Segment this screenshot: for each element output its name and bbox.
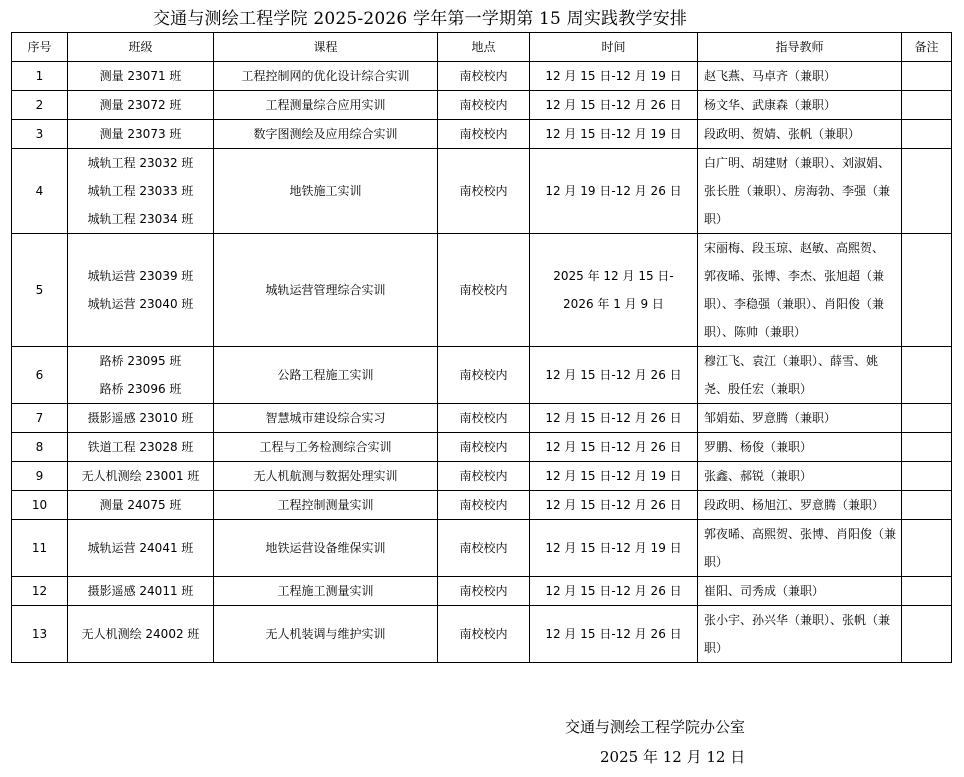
class-name: 无人机测绘 24002 班 (81, 627, 200, 641)
place-cell: 南校校内 (438, 462, 530, 491)
time-cell (530, 462, 698, 491)
table-row (12, 234, 952, 347)
header-class: 班级 (68, 33, 214, 62)
class-name: 城轨运营 23040 班 (87, 297, 194, 311)
time-cell (530, 404, 698, 433)
place-cell: 南校校内 (438, 149, 530, 234)
table-row (12, 62, 952, 91)
place-cell: 南校校内 (438, 62, 530, 91)
schedule-table (11, 32, 952, 663)
row-number: 4 (12, 149, 68, 234)
course-cell: 工程施工测量实训 (214, 577, 438, 606)
teacher-cell (698, 491, 902, 520)
course-cell: 地铁施工实训 (214, 149, 438, 234)
class-name: 城轨工程 23033 班 (87, 184, 194, 198)
class-name: 测量 23073 班 (99, 127, 182, 141)
row-number: 9 (12, 462, 68, 491)
time-line: 12 月 15 日-12 月 26 日 (545, 584, 682, 598)
time-cell (530, 234, 698, 347)
teacher-line: 宋丽梅、段玉琼、赵敏、高熙贺、 (704, 241, 885, 255)
note-cell (902, 433, 952, 462)
row-number: 10 (12, 491, 68, 520)
teacher-cell (698, 404, 902, 433)
teacher-line: 尧、殷任宏（兼职） (704, 382, 813, 396)
time-line: 12 月 15 日-12 月 19 日 (545, 541, 682, 555)
class-name: 路桥 23095 班 (99, 354, 182, 368)
teacher-line: 赵飞燕、马卓齐（兼职） (704, 69, 837, 83)
time-line: 12 月 15 日-12 月 19 日 (545, 127, 682, 141)
table-row (12, 491, 952, 520)
class-cell (68, 491, 214, 520)
table-row (12, 520, 952, 577)
class-name: 城轨运营 24041 班 (87, 541, 194, 555)
time-cell (530, 91, 698, 120)
table-row (12, 433, 952, 462)
class-cell (68, 62, 214, 91)
time-line: 12 月 15 日-12 月 26 日 (545, 627, 682, 641)
teacher-cell (698, 520, 902, 577)
note-cell (902, 149, 952, 234)
row-number: 8 (12, 433, 68, 462)
teacher-cell (698, 433, 902, 462)
table-row (12, 462, 952, 491)
teacher-line: 段政明、贺婧、张帆（兼职） (704, 127, 861, 141)
table-row (12, 149, 952, 234)
teacher-line: 崔阳、司秀成（兼职） (704, 584, 825, 598)
header-place: 地点 (438, 33, 530, 62)
row-number: 7 (12, 404, 68, 433)
place-cell: 南校校内 (438, 520, 530, 577)
teacher-cell (698, 91, 902, 120)
class-name: 摄影遥感 23010 班 (87, 411, 194, 425)
course-cell: 智慧城市建设综合实习 (214, 404, 438, 433)
time-cell (530, 606, 698, 663)
class-name: 铁道工程 23028 班 (87, 440, 194, 454)
table-row (12, 91, 952, 120)
time-line: 12 月 19 日-12 月 26 日 (545, 184, 682, 198)
class-cell (68, 149, 214, 234)
time-cell (530, 433, 698, 462)
note-cell (902, 234, 952, 347)
note-cell (902, 606, 952, 663)
class-name: 无人机测绘 23001 班 (81, 469, 200, 483)
teacher-line: 职） (704, 641, 729, 655)
note-cell (902, 491, 952, 520)
table-row (12, 347, 952, 404)
note-cell (902, 404, 952, 433)
course-cell: 地铁运营设备维保实训 (214, 520, 438, 577)
class-cell (68, 577, 214, 606)
header-time: 时间 (530, 33, 698, 62)
time-cell (530, 520, 698, 577)
course-cell: 工程与工务检测综合实训 (214, 433, 438, 462)
time-cell (530, 149, 698, 234)
note-cell (902, 462, 952, 491)
place-cell: 南校校内 (438, 347, 530, 404)
table-row (12, 577, 952, 606)
course-cell: 无人机航测与数据处理实训 (214, 462, 438, 491)
teacher-cell (698, 149, 902, 234)
teacher-line: 职） (704, 212, 729, 226)
header-course: 课程 (214, 33, 438, 62)
table-header-row (12, 33, 952, 62)
class-cell (68, 404, 214, 433)
course-cell: 公路工程施工实训 (214, 347, 438, 404)
time-line: 12 月 15 日-12 月 19 日 (545, 469, 682, 483)
place-cell: 南校校内 (438, 404, 530, 433)
time-line: 12 月 15 日-12 月 26 日 (545, 98, 682, 112)
course-cell: 数字图测绘及应用综合实训 (214, 120, 438, 149)
teacher-line: 白广明、胡建财（兼职）、刘淑娟、 (704, 156, 891, 170)
teacher-line: 职） (704, 555, 729, 569)
course-cell: 工程控制测量实训 (214, 491, 438, 520)
note-cell (902, 120, 952, 149)
place-cell: 南校校内 (438, 606, 530, 663)
class-name: 城轨工程 23032 班 (87, 156, 194, 170)
teacher-cell (698, 347, 902, 404)
class-cell (68, 520, 214, 577)
note-cell (902, 91, 952, 120)
place-cell: 南校校内 (438, 120, 530, 149)
note-cell (902, 520, 952, 577)
teacher-cell (698, 62, 902, 91)
class-cell (68, 120, 214, 149)
course-cell: 无人机装调与维护实训 (214, 606, 438, 663)
row-number: 11 (12, 520, 68, 577)
class-name: 测量 24075 班 (99, 498, 182, 512)
document-title: 交通与测绘工程学院 2025-2026 学年第一学期第 15 周实践教学安排 (152, 9, 688, 29)
row-number: 12 (12, 577, 68, 606)
time-cell (530, 577, 698, 606)
row-number: 2 (12, 91, 68, 120)
row-number: 5 (12, 234, 68, 347)
note-cell (902, 347, 952, 404)
time-cell (530, 491, 698, 520)
row-number: 3 (12, 120, 68, 149)
teacher-line: 张鑫、郝锐（兼职） (704, 469, 813, 483)
header-teacher: 指导教师 (698, 33, 902, 62)
place-cell: 南校校内 (438, 577, 530, 606)
table-body (12, 62, 952, 663)
class-cell (68, 234, 214, 347)
class-cell (68, 347, 214, 404)
teacher-cell (698, 606, 902, 663)
note-cell (902, 62, 952, 91)
time-line: 12 月 15 日-12 月 26 日 (545, 411, 682, 425)
time-cell (530, 347, 698, 404)
note-cell (902, 577, 952, 606)
class-name: 城轨运营 23039 班 (87, 269, 194, 283)
time-line: 12 月 15 日-12 月 26 日 (545, 440, 682, 454)
teacher-line: 张长胜（兼职）、房海勃、李强（兼 (704, 184, 891, 198)
teacher-line: 邹娟茹、罗意腾（兼职） (704, 411, 837, 425)
course-cell: 工程控制网的优化设计综合实训 (214, 62, 438, 91)
class-cell (68, 606, 214, 663)
class-cell (68, 91, 214, 120)
teacher-cell (698, 577, 902, 606)
class-cell (68, 462, 214, 491)
teacher-line: 郭夜晞、高熙贺、张博、肖阳俊（兼 (704, 527, 897, 541)
time-line: 12 月 15 日-12 月 26 日 (545, 368, 682, 382)
footer-date: 2025 年 12 月 12 日 (600, 748, 746, 766)
teacher-cell (698, 120, 902, 149)
teacher-line: 张小宇、孙兴华（兼职）、张帆（兼 (704, 613, 891, 627)
teacher-line: 穆江飞、袁江（兼职）、薛雪、姚 (704, 354, 879, 368)
class-name: 城轨工程 23034 班 (87, 212, 194, 226)
teacher-line: 罗鹏、杨俊（兼职） (704, 440, 813, 454)
teacher-cell (698, 462, 902, 491)
time-line: 12 月 15 日-12 月 19 日 (545, 69, 682, 83)
header-no: 序号 (12, 33, 68, 62)
row-number: 13 (12, 606, 68, 663)
class-name: 测量 23071 班 (99, 69, 182, 83)
teacher-line: 杨文华、武康森（兼职） (704, 98, 837, 112)
time-line: 2025 年 12 月 15 日- (553, 269, 674, 283)
row-number: 1 (12, 62, 68, 91)
course-cell: 城轨运营管理综合实训 (214, 234, 438, 347)
time-cell (530, 62, 698, 91)
place-cell: 南校校内 (438, 234, 530, 347)
place-cell: 南校校内 (438, 91, 530, 120)
place-cell: 南校校内 (438, 433, 530, 462)
teacher-line: 段政明、杨旭江、罗意腾（兼职） (704, 498, 885, 512)
footer-office: 交通与测绘工程学院办公室 (565, 718, 746, 736)
time-line: 12 月 15 日-12 月 26 日 (545, 498, 682, 512)
class-name: 摄影遥感 24011 班 (87, 584, 194, 598)
teacher-line: 职）、陈帅（兼职） (704, 325, 807, 339)
time-cell (530, 120, 698, 149)
time-line: 2026 年 1 月 9 日 (563, 297, 664, 311)
table-row (12, 606, 952, 663)
class-name: 测量 23072 班 (99, 98, 182, 112)
table-row (12, 120, 952, 149)
header-note: 备注 (902, 33, 952, 62)
course-cell: 工程测量综合应用实训 (214, 91, 438, 120)
teacher-line: 职）、李稳强（兼职）、肖阳俊（兼 (704, 297, 885, 311)
place-cell: 南校校内 (438, 491, 530, 520)
table-row (12, 404, 952, 433)
row-number: 6 (12, 347, 68, 404)
class-cell (68, 433, 214, 462)
teacher-cell (698, 234, 902, 347)
teacher-line: 郭夜晞、张博、李杰、张旭超（兼 (704, 269, 885, 283)
class-name: 路桥 23096 班 (99, 382, 182, 396)
